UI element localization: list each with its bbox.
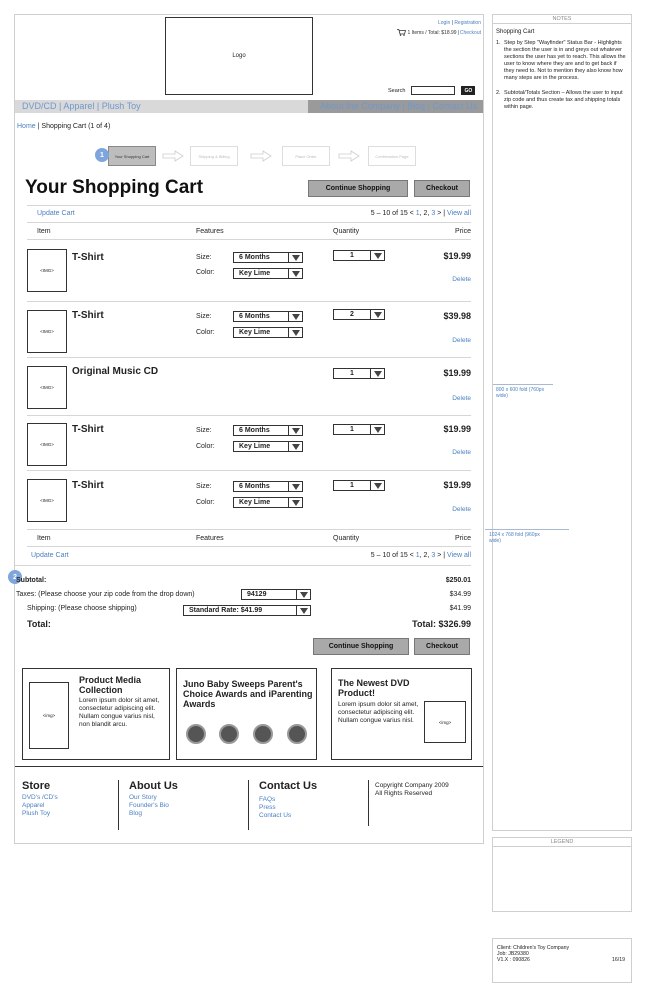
fold-line — [493, 384, 553, 385]
col-header-price: Price — [455, 228, 471, 235]
cart-icon[interactable] — [397, 29, 406, 36]
delete-link[interactable]: Delete — [452, 276, 471, 283]
update-cart-link[interactable]: Update Cart — [37, 210, 75, 217]
footer-separator — [118, 780, 119, 830]
promo-title: The Newest DVD Product! — [338, 678, 410, 698]
delete-link[interactable]: Delete — [452, 449, 471, 456]
color-label: Color: — [196, 329, 215, 336]
dropdown-arrow-icon — [374, 483, 382, 489]
item-price: $19.99 — [443, 251, 471, 261]
search-input[interactable] — [411, 86, 455, 95]
version: V1.X : 090826 — [497, 957, 530, 963]
footer-store-links — [22, 794, 58, 818]
notes-title: Shopping Cart — [496, 29, 535, 35]
main-nav: DVD/CD | Apparel | Plush Toy About the Company | Blog | Contact Us — [15, 100, 483, 113]
search-go-button[interactable]: GO — [461, 86, 475, 95]
promo-image: <img> — [29, 682, 69, 749]
item-price: $39.98 — [443, 311, 471, 321]
page-title: Your Shopping Cart — [25, 177, 204, 198]
footer-separator — [368, 780, 369, 826]
view-all-link[interactable]: View all — [447, 210, 471, 217]
logo[interactable]: Logo — [165, 17, 313, 95]
footer-separator — [248, 780, 249, 830]
color-label: Color: — [196, 443, 215, 450]
page-link-2[interactable]: 2 — [423, 552, 428, 559]
checkout-button[interactable]: Checkout — [414, 180, 470, 197]
checkout-button[interactable]: Checkout — [414, 638, 470, 655]
nav-dvd-cd[interactable]: DVD/CD — [22, 101, 57, 111]
promo-text: Lorem ipsum dolor sit amet, consectetur adipiscing elit. Nullam congue varius nisl, non blandit arcu. — [79, 697, 160, 728]
step-your-shopping-cart[interactable]: Your Shopping Cart — [108, 146, 156, 166]
fold-marker-800: 800 x 600 fold (760px wide) — [496, 387, 545, 399]
footer-contact-heading: Contact Us — [259, 780, 318, 792]
size-dropdown[interactable]: 6 Months — [233, 311, 303, 322]
page-link-1[interactable]: 1 — [415, 552, 420, 559]
search-area — [388, 86, 475, 95]
size-label: Size: — [196, 427, 212, 434]
product-name[interactable]: T-Shirt — [72, 424, 104, 435]
divider — [27, 239, 471, 240]
note-item: 2. Subtotal/Totals Section – Allows the user to input zip code and thus create tax and shipping totals within page. — [496, 90, 623, 110]
fold-line — [485, 529, 569, 530]
promo-title: Product Media Collection — [79, 675, 142, 695]
dropdown-arrow-icon — [292, 271, 300, 277]
divider — [27, 205, 471, 206]
page-link-1[interactable]: 1 — [415, 210, 420, 217]
step-confirmation-page[interactable]: Confirmation Page — [368, 146, 416, 166]
promo-text: Lorem ipsum dolor sit amet, consectetur adipiscing elit. Nullam congue varius nisl. — [338, 701, 419, 724]
notes-header: NOTES — [493, 15, 631, 24]
promo-newest-dvd[interactable] — [331, 668, 472, 760]
footer-link-apparel[interactable]: Apparel — [22, 802, 45, 809]
footer-about-links — [129, 794, 169, 818]
item-price: $19.99 — [443, 424, 471, 434]
promo-juno-baby-awards[interactable] — [176, 668, 317, 760]
dropdown-arrow-icon — [292, 500, 300, 506]
dropdown-arrow-icon — [374, 253, 382, 259]
footer-link-contact-us[interactable]: Contact Us — [259, 812, 292, 819]
color-label: Color: — [196, 499, 215, 506]
page-link-2[interactable]: 2 — [423, 210, 428, 217]
step-shipping-billing[interactable]: Shipping & Billing — [190, 146, 238, 166]
award-seal-icon — [219, 724, 239, 744]
client-info — [492, 938, 632, 983]
legend-header: LEGEND — [493, 838, 631, 847]
step-arrow-icon — [250, 150, 272, 162]
nav-apparel[interactable]: Apparel — [63, 101, 95, 111]
dropdown-arrow-icon — [374, 371, 382, 377]
quantity-dropdown[interactable]: 2 — [333, 309, 385, 320]
copyright: Copyright Company 2009 All Rights Reserved — [375, 782, 449, 797]
cart-summary: 1 Items / Total: $18.99 — [407, 29, 457, 36]
subtotal-label: Subtotal: — [16, 577, 47, 584]
client-name: Client: Children's Toy Company — [497, 945, 570, 951]
shipping-dropdown[interactable]: Standard Rate: $41.99 — [183, 605, 311, 616]
job-number: Job: JB29380 — [497, 951, 529, 957]
footer-link-blog[interactable]: Blog — [129, 810, 143, 817]
product-image[interactable]: <IMG> — [27, 249, 67, 292]
col-header-features: Features — [196, 535, 224, 542]
total-label: Total: — [27, 619, 51, 629]
promo-media-collection[interactable] — [22, 668, 170, 760]
dropdown-arrow-icon — [300, 592, 308, 598]
size-label: Size: — [196, 313, 212, 320]
page-number: 16/19 — [612, 957, 625, 963]
nav-blog[interactable]: Blog — [407, 101, 426, 111]
product-image[interactable]: <IMG> — [27, 310, 67, 353]
pagination: 5 – 10 of 15 < 1, 2, 3 > | View all — [370, 210, 471, 217]
step-place-order[interactable]: Place Order — [282, 146, 330, 166]
step-arrow-icon — [162, 150, 184, 162]
footer-link-plush-toy[interactable]: Plush Toy — [22, 810, 51, 817]
taxes-value: $34.99 — [449, 591, 471, 598]
continue-shopping-button[interactable]: Continue Shopping — [313, 638, 409, 655]
breadcrumb-home[interactable]: Home — [17, 123, 36, 130]
col-header-quantity: Quantity — [333, 228, 360, 235]
zip-dropdown[interactable]: 94129 — [241, 589, 311, 600]
quantity-dropdown[interactable]: 1 — [333, 424, 385, 435]
subtotal-value: $250.01 — [445, 577, 471, 584]
breadcrumb-current: Shopping Cart (1 of 4) — [41, 123, 111, 130]
quantity-dropdown[interactable]: 1 — [333, 368, 385, 379]
quantity-dropdown[interactable]: 1 — [333, 480, 385, 491]
color-dropdown[interactable]: Key Lime — [233, 441, 303, 452]
dropdown-arrow-icon — [292, 444, 300, 450]
footer-link-faqs[interactable]: FAQs — [259, 796, 276, 803]
footer-store-heading: Store — [22, 780, 51, 792]
footer-about-heading: About Us — [129, 780, 178, 792]
product-image[interactable]: <IMG> — [27, 423, 67, 466]
pagination: 5 – 10 of 15 < 1, 2, 3 > | View all — [370, 552, 471, 559]
item-price: $19.99 — [443, 368, 471, 378]
note-item: 1. Step by Step "Wayfinder" Status Bar - Highlights the section the user is in and greys out whatever sections the user has yet to reach. This allows the user to know where they are and to get back if they need to. Not to mention they also know how many steps are in the process. — [496, 40, 626, 81]
divider — [27, 415, 471, 416]
size-label: Size: — [196, 483, 212, 490]
footer-link-dvds[interactable]: DVD's /CD's — [22, 794, 58, 801]
shipping-label: Shipping: (Please choose shipping) — [27, 605, 137, 612]
divider — [27, 529, 471, 530]
view-all-link[interactable]: View all — [447, 552, 471, 559]
color-dropdown[interactable]: Key Lime — [233, 268, 303, 279]
delete-link[interactable]: Delete — [452, 337, 471, 344]
step-arrow-icon — [338, 150, 360, 162]
taxes-label: Taxes: (Please choose your zip code from the drop down) — [16, 591, 195, 598]
product-name[interactable]: Original Music CD — [72, 366, 159, 377]
size-label: Size: — [196, 254, 212, 261]
dropdown-arrow-icon — [292, 255, 300, 261]
dropdown-arrow-icon — [292, 484, 300, 490]
delete-link[interactable]: Delete — [452, 395, 471, 402]
footer-link-press[interactable]: Press — [259, 804, 276, 811]
item-price: $19.99 — [443, 480, 471, 490]
col-header-features: Features — [196, 228, 224, 235]
dropdown-arrow-icon — [292, 428, 300, 434]
footer-contact-links — [259, 796, 291, 820]
dropdown-arrow-icon — [374, 427, 382, 433]
divider — [27, 357, 471, 358]
award-seal-icon — [253, 724, 273, 744]
registration-link[interactable]: Registration — [454, 20, 481, 26]
account-links: Login | Registration — [437, 20, 481, 26]
size-dropdown[interactable]: 6 Months — [233, 252, 303, 263]
nav-contact-us[interactable]: Contact Us — [432, 101, 477, 111]
update-cart-link[interactable]: Update Cart — [31, 552, 69, 559]
col-header-quantity: Quantity — [333, 535, 360, 542]
fold-marker-1024: 1024 x 768 fold (960px wide) — [489, 532, 540, 544]
dropdown-arrow-icon — [374, 312, 382, 318]
product-image[interactable]: <IMG> — [27, 366, 67, 409]
color-label: Color: — [196, 269, 215, 276]
delete-link[interactable]: Delete — [452, 506, 471, 513]
nav-about-company[interactable]: About the Company — [320, 101, 400, 111]
color-dropdown[interactable]: Key Lime — [233, 327, 303, 338]
footer-divider — [15, 766, 483, 767]
size-dropdown[interactable]: 6 Months — [233, 425, 303, 436]
divider — [27, 222, 471, 223]
total-value: Total: $326.99 — [412, 619, 471, 629]
col-header-item: Item — [37, 228, 51, 235]
divider — [27, 301, 471, 302]
page-link-3[interactable]: 3 — [431, 552, 436, 559]
header-checkout-link[interactable]: Checkout — [459, 29, 481, 36]
continue-shopping-button[interactable]: Continue Shopping — [308, 180, 408, 197]
page-link-3[interactable]: 3 — [431, 210, 436, 217]
divider — [27, 470, 471, 471]
divider — [27, 546, 471, 547]
callout-1: 1 — [95, 148, 109, 162]
callout-2: 2 — [8, 570, 22, 584]
search-label: Search — [388, 87, 406, 94]
breadcrumb: Home | Shopping Cart (1 of 4) — [17, 123, 111, 130]
product-image[interactable]: <IMG> — [27, 479, 67, 522]
mini-cart: 1 Items / Total: $18.99 | Checkout — [397, 29, 481, 36]
shipping-value: $41.99 — [449, 605, 471, 612]
product-name[interactable]: T-Shirt — [72, 310, 104, 321]
dropdown-arrow-icon — [292, 314, 300, 320]
dropdown-arrow-icon — [292, 330, 300, 336]
product-name[interactable]: T-Shirt — [72, 480, 104, 491]
col-header-price: Price — [455, 535, 471, 542]
product-name[interactable]: T-Shirt — [72, 252, 104, 263]
size-dropdown[interactable]: 6 Months — [233, 481, 303, 492]
nav-plush-toy[interactable]: Plush Toy — [101, 101, 141, 111]
legend-panel — [492, 837, 632, 912]
quantity-dropdown[interactable]: 1 — [333, 250, 385, 261]
notes-panel — [492, 14, 632, 831]
footer-link-our-story[interactable]: Our Story — [129, 794, 157, 801]
divider — [15, 565, 471, 566]
col-header-item: Item — [37, 535, 51, 542]
dropdown-arrow-icon — [300, 608, 308, 614]
footer-link-founders-bio[interactable]: Founder's Bio — [129, 802, 169, 809]
award-seal-icon — [287, 724, 307, 744]
award-seal-icon — [186, 724, 206, 744]
login-link[interactable]: Login — [437, 20, 451, 26]
color-dropdown[interactable]: Key Lime — [233, 497, 303, 508]
promo-title: Juno Baby Sweeps Parent's Choice Awards and iParenting Awards — [183, 679, 313, 709]
promo-image: <img> — [424, 701, 466, 743]
